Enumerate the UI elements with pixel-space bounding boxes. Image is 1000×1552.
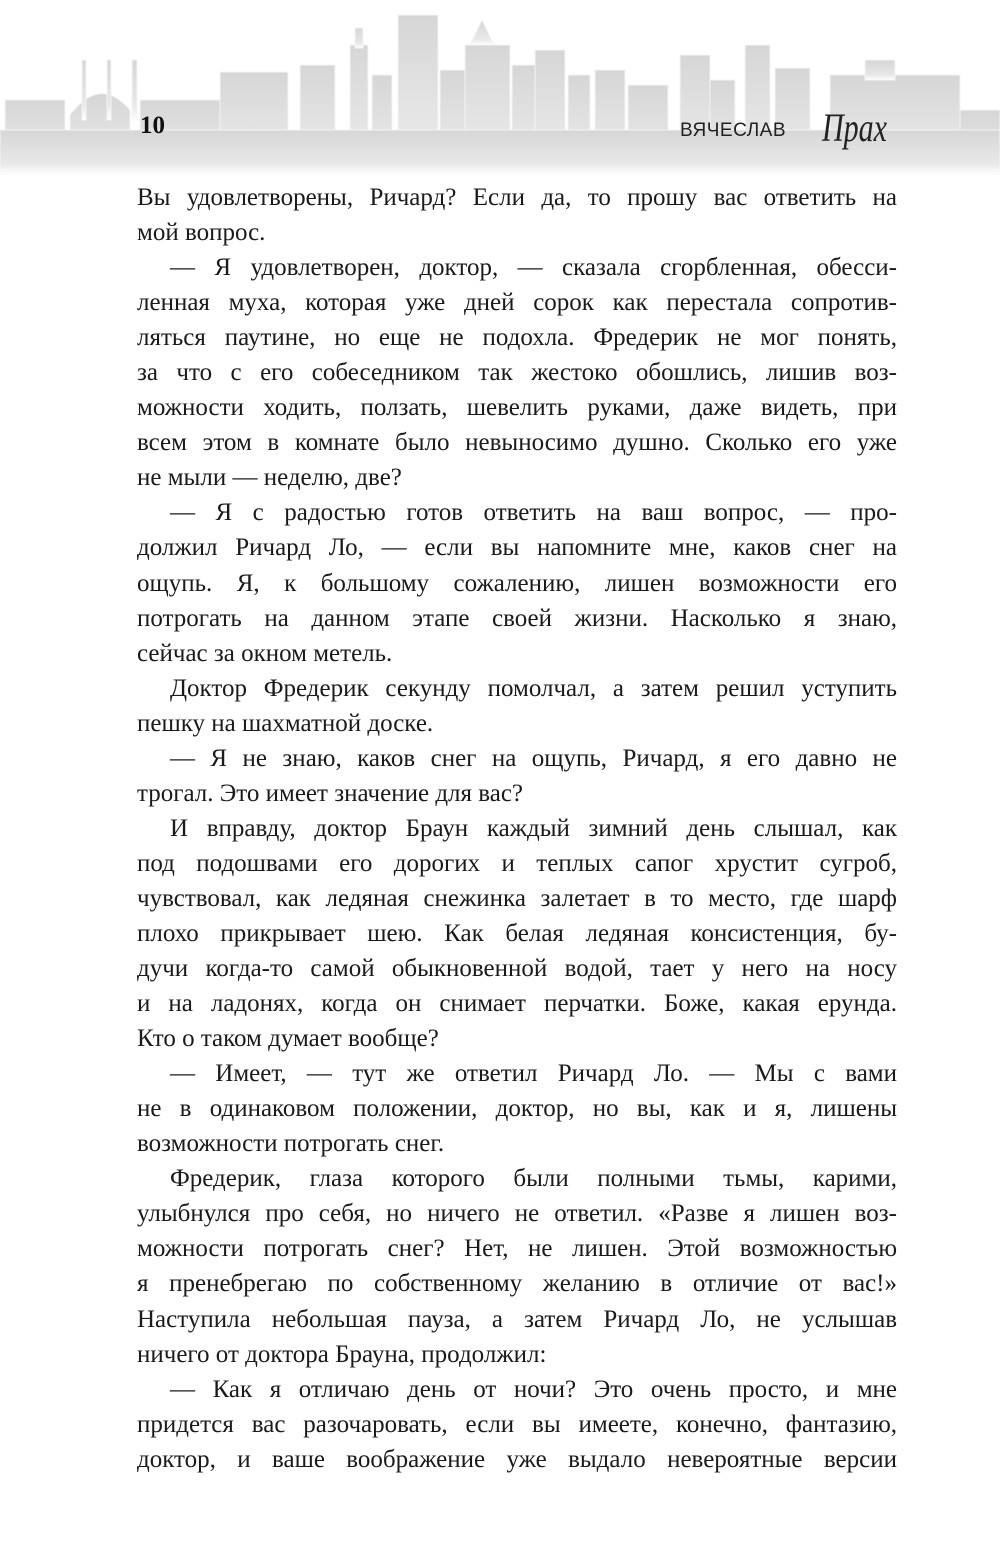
- text-line: за что с его собеседником так жестоко обошлись, лишив воз-: [137, 359, 897, 387]
- running-head-author: ВЯЧЕСЛАВ: [680, 120, 787, 141]
- text-line: — Я удовлетворен, доктор, — сказала сгорбленная, обесси-: [170, 254, 897, 282]
- text-line: должил Ричард Ло, — если вы напомните мне, каков снег на: [137, 534, 897, 562]
- text-line: дучи когда-то самой обыкновенной водой, тает у него на носу: [137, 955, 897, 983]
- text-line: ленная муха, которая уже дней сорок как перестала сопротив-: [137, 289, 897, 317]
- text-line: Доктор Фредерик секунду помолчал, а затем решил уступить: [170, 674, 897, 702]
- text-line: ничего от доктора Брауна, продолжил:: [137, 1340, 547, 1368]
- text-line: доктор, и ваше воображение уже выдало невероятные версии: [137, 1445, 897, 1473]
- text-line: — Я не знаю, каков снег на ощупь, Ричард, я его давно не: [170, 744, 897, 772]
- text-line: Вы удовлетворены, Ричард? Если да, то прошу вас ответить на: [137, 184, 897, 211]
- text-line: придется вас разочаровать, если вы имеете, конечно, фантазию,: [137, 1410, 897, 1438]
- text-line: Кто о таком думает вообще?: [137, 1025, 439, 1053]
- text-line: не мыли — неделю, две?: [137, 464, 402, 492]
- text-line: — Как я отличаю день от ночи? Это очень просто, и мне: [170, 1375, 897, 1403]
- text-line: — Я с радостью готов ответить на ваш вопрос, — про-: [170, 499, 897, 527]
- text-line: улыбнулся про себя, но ничего не ответил. «Разве я лишен воз-: [137, 1200, 897, 1228]
- text-line: не в одинаковом положении, доктор, но вы, как и я, лишены: [137, 1095, 897, 1123]
- text-line: под подошвами его дорогих и теплых сапог хрустит сугроб,: [137, 849, 897, 877]
- running-head-book-title: Прах: [822, 105, 887, 150]
- text-line: можности потрогать снег? Нет, не лишен. Этой возможностью: [137, 1235, 897, 1263]
- text-line: И вправду, доктор Браун каждый зимний день слышал, как: [170, 814, 897, 842]
- text-line: трогал. Это имеет значение для вас?: [137, 779, 524, 807]
- text-line: Наступила небольшая пауза, а затем Ричард Ло, не услышав: [137, 1305, 897, 1333]
- text-line: сейчас за окном метель.: [137, 639, 393, 667]
- text-line: пешку на шахматной доске.: [137, 709, 434, 737]
- text-line: я пренебрегаю по собственному желанию в отличие от вас!»: [137, 1270, 897, 1298]
- body-text: [137, 180, 897, 1477]
- text-line: ляться паутине, но еще не подохла. Фредерик не мог понять,: [137, 324, 897, 352]
- text-line: чувствовал, как ледяная снежинка залетает в то место, где шарф: [137, 884, 897, 912]
- text-line: и на ладонях, когда он снимает перчатки. Боже, какая ерунда.: [137, 990, 897, 1018]
- text-line: мой вопрос.: [137, 219, 266, 247]
- text-line: Фредерик, глаза которого были полными тьмы, карими,: [170, 1165, 897, 1193]
- text-line: возможности потрогать снег.: [137, 1130, 445, 1158]
- text-line: потрогать на данном этапе своей жизни. Насколько я знаю,: [137, 604, 897, 632]
- text-line: можности ходить, ползать, шевелить руками, даже видеть, при: [137, 394, 897, 422]
- text-line: плохо прикрывает шею. Как белая ледяная консистенция, бу-: [137, 919, 897, 947]
- text-line: — Имеет, — тут же ответил Ричард Ло. — Мы с вами: [170, 1060, 897, 1088]
- text-line: ощупь. Я, к большому сожалению, лишен возможности его: [137, 569, 897, 597]
- text-line: всем этом в комнате было невыносимо душно. Сколько его уже: [137, 429, 897, 457]
- page-number: 10: [140, 112, 165, 139]
